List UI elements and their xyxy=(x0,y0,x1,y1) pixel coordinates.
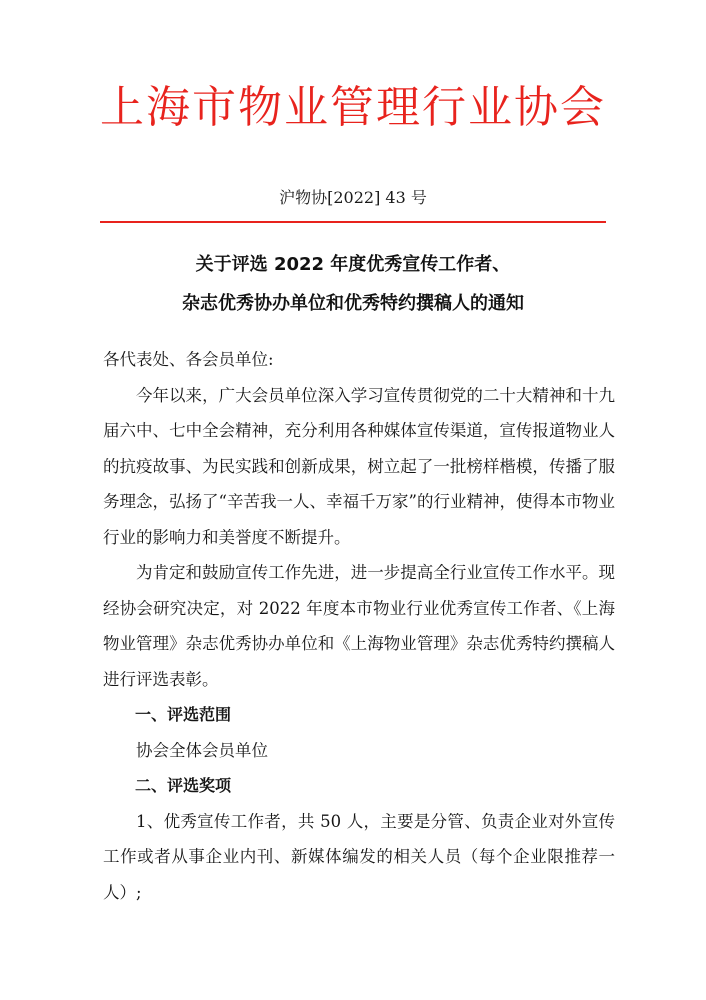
section-content-scope: 协会全体会员单位 xyxy=(136,740,268,760)
salutation: 各代表处、各会员单位: xyxy=(103,350,274,369)
document-number: 沪物协[2022] 43 号 xyxy=(279,188,427,207)
paragraph-decision: 为肯定和鼓励宣传工作先进，进一步提高全行业宣传工作水平。现经协会研究决定，对 2022 年度本市物业行业优秀宣传工作者、《上海物业管理》杂志优秀协办单位和《上海物业管理》杂志优秀特约撰稿人进行评选表彰。 xyxy=(103,563,615,689)
section-heading-scope: 一、评选范围 xyxy=(135,705,232,724)
red-divider xyxy=(100,221,606,223)
notice-title-line-2: 杂志优秀协办单位和优秀特约撰稿人的通知 xyxy=(182,293,524,314)
award-item-1: 1、优秀宣传工作者，共 50 人，主要是分管、负责企业对外宣传工作或者从事企业内刊、新媒体编发的相关人员（每个企业限推荐一人）; xyxy=(103,811,615,902)
paragraph-intro: 今年以来，广大会员单位深入学习宣传贯彻党的二十大精神和十九届六中、七中全会精神，充分利用各种媒体宣传渠道，宣传报道物业人的抗疫故事、为民实践和创新成果，树立起了一批榜样楷模，传播了服务理念，弘扬了“辛苦我一人、幸福千万家”的行业精神，使得本市物业行业的影响力和美誉度不断提升。 xyxy=(103,385,615,547)
section-heading-awards: 二、评选奖项 xyxy=(135,776,232,795)
letterhead-title: 上海市物业管理行业协会 xyxy=(100,82,606,133)
notice-title-line-1: 关于评选 2022 年度优秀宣传工作者、 xyxy=(195,254,511,275)
notice-body xyxy=(103,342,615,910)
